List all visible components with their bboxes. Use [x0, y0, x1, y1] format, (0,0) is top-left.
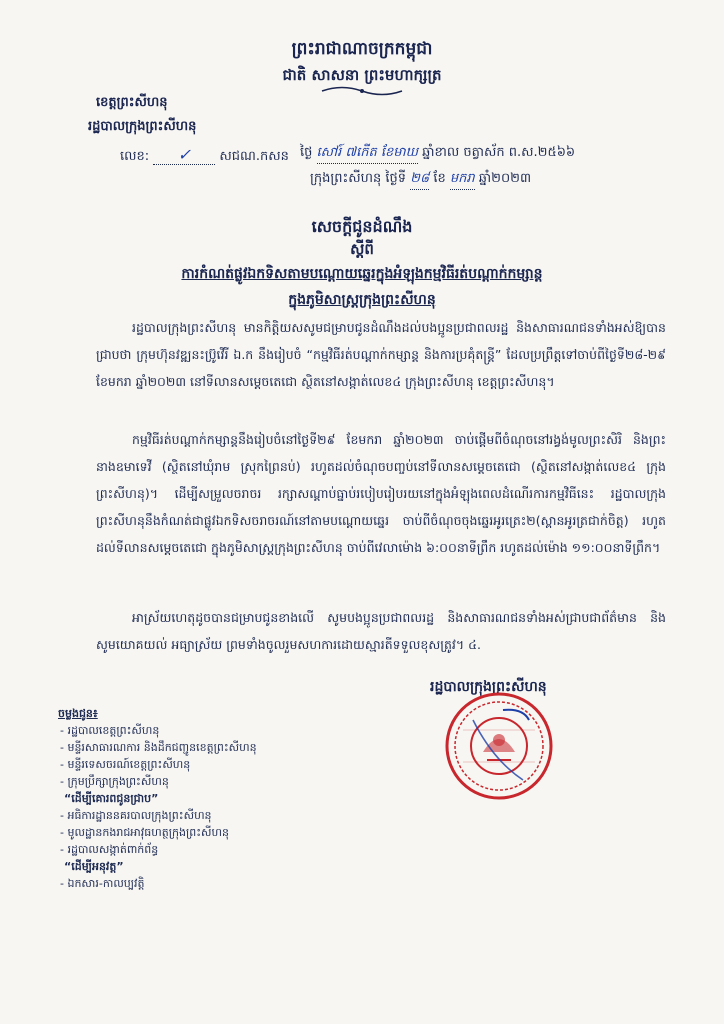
- body-paragraph-3-text: អាស្រ័យហេតុដូចបានជម្រាបជូនខាងលើ សូមបងប្អូនប្រជាពលរដ្ឋ និងសាធារណជនទាំងអស់ជ្រាបជាព័ត៌មាន និងសូមយោគយល់ អធ្យាស្រ័យ ព្រមទាំងចូលរួមសហការដោយស្មារតីទទួលខុសត្រូវ។ ៤.: [96, 610, 666, 652]
- ornament-divider-icon: [312, 84, 412, 98]
- province-name: ខេត្តព្រះសីហនុ: [96, 95, 168, 110]
- recipient-item: - មូលដ្ឋានកងរាជអាវុធហត្ថក្រុងព្រះសីហនុ: [60, 826, 229, 839]
- recipient-item: - ក្រុមប្រឹក្សាក្រុងព្រះសីហនុ: [60, 775, 169, 788]
- solar-month-label: ខែ: [433, 171, 446, 186]
- solar-year: ឆ្នាំ២០២៣: [478, 171, 532, 186]
- recipient-item: - មន្ទីរទេសចរណ៍ខេត្តព្រះសីហនុ: [60, 758, 191, 771]
- body-paragraph-3: [96, 604, 666, 658]
- reference-mark: ✓: [177, 145, 191, 164]
- recipients-list: [58, 705, 257, 892]
- recipient-item: - មន្ទីរសាធារណការ និងដឹកជញ្ជូនខេត្តព្រះសីហនុ: [60, 741, 257, 754]
- lunar-date-handwritten: សៅរ៍ ៧កើត ខែមាឃ: [317, 144, 418, 164]
- issuer-name: រដ្ឋបាលក្រុងព្រះសីហនុ: [88, 119, 197, 134]
- body-paragraph-2-text: កម្មវិធីរត់បណ្តាក់កម្សាន្តនឹងរៀបចំនៅថ្ងៃទី២៩ ខែមករា ឆ្នាំ២០២៣ ចាប់ផ្តើមពីចំណុចនៅរង្វង់មូលព្រះសិរិ និងព្រះនាងឧមាទេវី (ស្ថិតនៅឃុំរាម ស្រុកព្រៃនប់) រហូតដល់ចំណុចបញ្ចប់នៅទីលានសម្តេចតេជោ (ស្ថិតនៅសង្កាត់លេខ៤ ក្រុងព្រះសីហនុ)។ ដើម្បីសម្រួលចរាចរ រក្សាសណ្តាប់ធ្នាប់របៀបរៀបរយនៅក្នុងអំឡុងពេលដំណើរការកម្មវិធីនេះ រដ្ឋបាលក្រុងព្រះសីហនុនឹងកំណត់ជាផ្លូវឯកទិសចរាចរណ៍នៅតាមបណ្តោយឆ្នេរ ចាប់ពីចំណុចចុងឆ្នេរអូរត្រេះ២(ស្ពានអូរត្រជាក់ចិត្ត) រហូតដល់ទីលានសម្តេចតេជោ ក្នុងភូមិសាស្ត្រក្រុងព្រះសីហនុ ចាប់ពីវេលាម៉ោង ៦:០០នាទីព្រឹក រហូតដល់ម៉ោង ១១:០០នាទីព្រឹក។: [96, 432, 666, 555]
- notice-subject-location: ក្នុងភូមិសាស្ត្រក្រុងព្រះសីហនុ: [288, 292, 436, 308]
- recipients-group-header: “ដើម្បីគោរពជូនជ្រាប”: [64, 792, 159, 805]
- reference-number: [120, 145, 289, 167]
- recipient-item: - រដ្ឋបាលខេត្តព្រះសីហនុ: [60, 724, 160, 737]
- recipient-item: - អធិការដ្ឋាននគរបាលក្រុងព្រះសីហនុ: [60, 809, 212, 822]
- solar-day: ២៨: [410, 170, 429, 190]
- recipient-item: - ឯកសារ-កាលប្បវត្តិ: [60, 877, 145, 890]
- body-paragraph-2: [96, 426, 666, 561]
- body-paragraph-1: [96, 314, 666, 395]
- lunar-date: [300, 144, 575, 164]
- solar-month: មករា: [450, 170, 475, 190]
- lunar-date-prefix: ថ្ងៃ: [300, 145, 313, 160]
- reference-label: លេខ:: [120, 149, 150, 164]
- recipient-item: - រដ្ឋបាលសង្កាត់ពាក់ព័ន្ធ: [60, 843, 159, 856]
- official-seal-icon: [443, 690, 555, 802]
- body-paragraph-1-text: រដ្ឋបាលក្រុងព្រះសីហនុ មានកិត្តិយសសូមជម្រាបជូនដំណឹងដល់បងប្អូនប្រជាពលរដ្ឋ និងសាធារណជនទាំងអស់ឱ្យបានជ្រាបថា ក្រុមហ៊ុនវឌ្ឍនះប្រ៊ូវើរី ឯ.ក នឹងរៀបចំ “កម្មវិធីរត់បណ្តាក់កម្សាន្ត និងការប្រគុំតន្ត្រី” ដែលប្រព្រឹត្តទៅចាប់ពីថ្ងៃទី២៨-២៩ ខែមករា ឆ្នាំ២០២៣ នៅទីលានសម្តេចតេជោ ស្ថិតនៅសង្កាត់លេខ៤ ក្រុងព្រះសីហនុ ខេត្តព្រះសីហនុ។: [96, 320, 666, 389]
- kingdom-heading: ព្រះរាជាណាចក្រកម្ពុជា: [291, 39, 433, 59]
- notice-title: សេចក្តីជូនដំណឹង: [311, 217, 413, 236]
- notice-subject-label: ស្តីពី: [350, 240, 374, 258]
- reference-suffix: សជណ.កសន: [219, 149, 289, 164]
- national-motto: ជាតិ សាសនា ព្រះមហាក្សត្រ: [282, 66, 442, 84]
- solar-date: [310, 170, 531, 190]
- solar-date-prefix: ក្រុងព្រះសីហនុ ថ្ងៃទី: [310, 171, 406, 186]
- signature-title: រដ្ឋបាលក្រុងព្រះសីហនុ: [430, 679, 547, 695]
- recipients-header: ចម្លងជូន៖: [58, 707, 98, 720]
- notice-subject: ការកំណត់ផ្លូវឯកទិសតាមបណ្តោយឆ្នេរក្នុងអំឡុងកម្មវិធីរត់បណ្តាក់កម្សាន្ត: [181, 266, 543, 282]
- lunar-date-suffix: ឆ្នាំខាល ចត្វាស័ក ព.ស.២៥៦៦: [422, 145, 576, 160]
- recipients-group-header: “ដើម្បីអនុវត្ត”: [64, 860, 124, 873]
